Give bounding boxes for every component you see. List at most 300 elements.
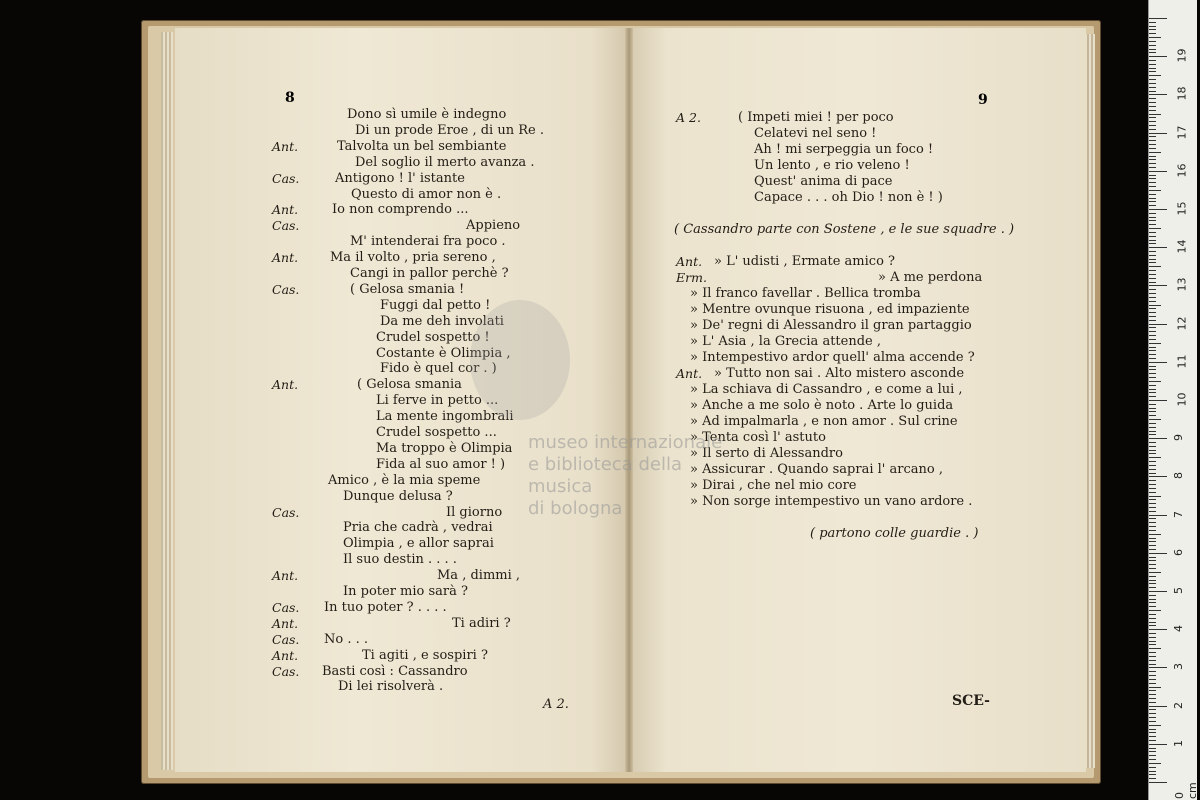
- ruler-label: 2: [1172, 701, 1185, 709]
- ruler-tick: [1149, 587, 1156, 588]
- ruler-tick: [1149, 343, 1161, 344]
- ruler-tick: [1149, 71, 1156, 72]
- ruler-tick: [1149, 522, 1156, 523]
- ruler-tick: [1149, 243, 1156, 244]
- right-page-number: 9: [978, 92, 988, 108]
- verse-line: Basti così : Cassandro: [322, 663, 468, 679]
- ruler-tick: [1149, 68, 1156, 69]
- verse-line: Costante è Olimpia ,: [376, 345, 511, 361]
- ruler-tick: [1149, 297, 1156, 298]
- ruler-tick: [1149, 740, 1156, 741]
- ruler-tick: [1149, 656, 1156, 657]
- ruler-tick: [1149, 240, 1156, 241]
- verse-line: » Anche a me solo è noto . Arte lo guida: [690, 398, 954, 413]
- right-fore-edge: [1085, 34, 1095, 768]
- ruler-tick: [1149, 667, 1167, 668]
- verse-line: Del soglio il merto avanza .: [355, 154, 535, 170]
- verse-line: Il suo destin . . . .: [343, 552, 457, 568]
- verse-line: Cangi in pallor perchè ?: [350, 266, 509, 281]
- ruler-label: 14: [1175, 239, 1189, 254]
- speaker-label: Ant.: [272, 647, 299, 663]
- ruler-tick: [1149, 545, 1156, 546]
- verse-line: Da me deh involati: [380, 313, 504, 329]
- verse-line: M' intenderai fra poco .: [350, 234, 506, 250]
- ruler-tick: [1149, 694, 1156, 695]
- speaker-label: Erm.: [676, 270, 707, 285]
- verse-line: Questo di amor non è .: [351, 186, 502, 202]
- ruler-tick: [1149, 557, 1156, 558]
- verse-line: No . . .: [324, 631, 368, 647]
- ruler-tick: [1149, 698, 1156, 699]
- ruler-tick: [1149, 526, 1156, 527]
- ruler-tick: [1149, 480, 1156, 481]
- ruler-tick: [1149, 476, 1167, 477]
- ruler-tick: [1149, 308, 1156, 309]
- ruler-tick: [1149, 438, 1167, 439]
- ruler-tick: [1149, 541, 1156, 542]
- ruler-label: 15: [1175, 201, 1189, 216]
- verse-line: Antigono ! l' istante: [335, 170, 465, 186]
- ruler-tick: [1149, 702, 1156, 703]
- speaker-label: Ant.: [272, 568, 299, 584]
- ruler-tick: [1149, 37, 1161, 38]
- ruler-tick: [1149, 45, 1156, 46]
- verse-line: » Tutto non sai . Alto mistero asconde: [714, 366, 965, 381]
- ruler-tick: [1149, 515, 1167, 516]
- ruler-tick: [1149, 518, 1156, 519]
- speaker-label: Cas.: [272, 218, 300, 234]
- verse-line: » Non sorge intempestivo un vano ardore .: [690, 494, 973, 509]
- verse-line: » L' Asia , la Grecia attende ,: [690, 334, 881, 349]
- ruler-tick: [1149, 270, 1156, 271]
- speaker-label: Cas.: [272, 281, 300, 297]
- ruler-tick: [1149, 232, 1156, 233]
- watermark-line-2: e biblioteca della musica: [528, 454, 682, 497]
- ruler-tick: [1149, 499, 1156, 500]
- verse-line: Fido è quel cor . ): [380, 361, 497, 377]
- ruler-label: 13: [1175, 277, 1189, 292]
- ruler-tick: [1149, 690, 1156, 691]
- speaker-label: A 2.: [676, 110, 701, 125]
- ruler-tick: [1149, 492, 1156, 493]
- ruler-tick: [1149, 457, 1161, 458]
- verse-line: » Ad impalmarla , e non amor . Sul crine: [690, 414, 958, 429]
- speaker-label: Ant.: [272, 377, 299, 393]
- ruler-tick: [1149, 156, 1156, 157]
- ruler-tick: [1149, 41, 1156, 42]
- verse-line: In tuo poter ? . . . .: [324, 599, 447, 615]
- ruler-tick: [1149, 106, 1156, 107]
- verse-line: » Il franco favellar . Bellica tromba: [690, 286, 921, 301]
- verse-line: Ma il volto , pria sereno ,: [330, 250, 496, 266]
- ruler-label: 16: [1175, 163, 1189, 178]
- ruler-tick: [1149, 56, 1167, 57]
- ruler-tick: [1149, 125, 1156, 126]
- ruler-tick: [1149, 450, 1156, 451]
- verse-line: Ma troppo è Olimpia: [376, 440, 513, 456]
- ruler-tick: [1149, 507, 1156, 508]
- ruler-tick: [1149, 274, 1156, 275]
- left-fore-edge: [161, 32, 173, 770]
- ruler-tick: [1149, 637, 1156, 638]
- ruler-tick: [1149, 560, 1156, 561]
- verse-line: Pria che cadrà , vedrai: [343, 520, 493, 536]
- ruler-label: 19: [1175, 48, 1189, 63]
- speaker-label: Ant.: [272, 138, 299, 154]
- ruler-tick: [1149, 190, 1161, 191]
- ruler-tick: [1149, 331, 1156, 332]
- ruler-tick: [1149, 717, 1156, 718]
- ruler-tick: [1149, 152, 1161, 153]
- ruler-tick: [1149, 320, 1156, 321]
- verse-line: » A me perdona: [878, 270, 983, 285]
- ruler-tick: [1149, 687, 1161, 688]
- ruler-tick: [1149, 641, 1156, 642]
- ruler-tick: [1149, 213, 1156, 214]
- ruler-tick: [1149, 220, 1156, 221]
- ruler-tick: [1149, 713, 1156, 714]
- ruler-tick: [1149, 324, 1167, 325]
- verse-line: ( Gelosa smania: [357, 377, 462, 393]
- ruler-tick: [1149, 339, 1156, 340]
- ruler-label: 18: [1175, 86, 1189, 101]
- ruler-tick: [1149, 64, 1156, 65]
- ruler-tick: [1149, 347, 1156, 348]
- verse-line: Capace . . . oh Dio ! non è ! ): [754, 190, 943, 205]
- speaker-label: Cas.: [272, 599, 300, 615]
- ruler-tick: [1149, 354, 1156, 355]
- ruler-tick: [1149, 385, 1156, 386]
- speaker-label: Cas.: [272, 663, 300, 679]
- ruler-tick: [1149, 706, 1167, 707]
- ruler-tick: [1149, 389, 1156, 390]
- ruler-label: 4: [1172, 625, 1185, 633]
- ruler-tick: [1149, 366, 1156, 367]
- speaker-label: Cas.: [272, 631, 300, 647]
- ruler-tick: [1149, 87, 1156, 88]
- ruler-tick: [1149, 209, 1167, 210]
- ruler-tick: [1149, 236, 1156, 237]
- verse-line: La mente ingombrali: [376, 409, 514, 425]
- speaker-label: Ant.: [272, 202, 299, 218]
- ruler-tick: [1149, 553, 1167, 554]
- verse-line: Fida al suo amor ! ): [376, 456, 506, 472]
- ruler-tick: [1149, 163, 1156, 164]
- ruler-tick: [1149, 763, 1161, 764]
- ruler-tick: [1149, 755, 1156, 756]
- ruler-tick: [1149, 110, 1156, 111]
- ruler-tick: [1149, 228, 1161, 229]
- ruler-tick: [1149, 671, 1156, 672]
- measurement-ruler: [1148, 0, 1197, 800]
- ruler-tick: [1149, 381, 1161, 382]
- ruler-tick: [1149, 29, 1156, 30]
- ruler-tick: [1149, 610, 1161, 611]
- ruler-tick: [1149, 282, 1156, 283]
- ruler-tick: [1149, 186, 1156, 187]
- ruler-tick: [1149, 511, 1156, 512]
- verse-line: Un lento , e rio veleno !: [754, 158, 910, 173]
- ruler-tick: [1149, 503, 1156, 504]
- ruler-tick: [1149, 369, 1156, 370]
- ruler-tick: [1149, 538, 1156, 539]
- verse-line: Ma , dimmi ,: [437, 568, 521, 584]
- ruler-tick: [1149, 576, 1156, 577]
- ruler-label: 5: [1172, 587, 1185, 594]
- ruler-tick: [1149, 171, 1167, 172]
- verse-line: » Tenta così l' astuto: [690, 430, 826, 445]
- speaker-label: Ant.: [676, 254, 703, 269]
- watermark-line-3: di bologna: [528, 498, 623, 519]
- ruler-tick: [1149, 140, 1156, 141]
- ruler-tick: [1149, 725, 1161, 726]
- ruler-tick: [1149, 469, 1156, 470]
- ruler-tick: [1149, 648, 1161, 649]
- speaker-label: Ant.: [676, 366, 703, 381]
- ruler-tick: [1149, 771, 1156, 772]
- ruler-tick: [1149, 129, 1156, 130]
- verse-line: » Il serto di Alessandro: [690, 446, 843, 461]
- left-page-number: 8: [285, 90, 295, 106]
- ruler-tick: [1149, 419, 1161, 420]
- ruler-tick: [1149, 159, 1156, 160]
- ruler-tick: [1149, 415, 1156, 416]
- ruler-tick: [1149, 94, 1167, 95]
- verse-line: » L' udisti , Ermate amico ?: [714, 254, 896, 269]
- ruler-tick: [1149, 591, 1167, 592]
- ruler-tick: [1149, 411, 1156, 412]
- ruler-tick: [1149, 759, 1156, 760]
- ruler-tick: [1149, 473, 1156, 474]
- ruler-tick: [1149, 744, 1167, 745]
- ruler-tick: [1149, 599, 1156, 600]
- ruler-tick: [1149, 136, 1156, 137]
- ruler-tick: [1149, 102, 1156, 103]
- ruler-tick: [1149, 285, 1167, 286]
- verse-line: Dono sì umile è indegno: [347, 107, 507, 122]
- book-gutter: [625, 28, 633, 772]
- ruler-tick: [1149, 167, 1156, 168]
- ruler-label: 8: [1172, 472, 1185, 480]
- ruler-tick: [1149, 549, 1156, 550]
- ruler-tick: [1149, 564, 1156, 565]
- ruler-label: 9: [1172, 434, 1185, 442]
- ruler-tick: [1149, 247, 1167, 248]
- verse-line: Appieno: [466, 218, 521, 234]
- verse-line: Il giorno: [446, 504, 503, 520]
- ruler-tick: [1149, 625, 1156, 626]
- ruler-tick: [1149, 18, 1167, 19]
- ruler-tick: [1149, 400, 1167, 401]
- ruler-tick: [1149, 427, 1156, 428]
- ruler-tick: [1149, 350, 1156, 351]
- ruler-tick: [1149, 133, 1167, 134]
- ruler-tick: [1149, 652, 1156, 653]
- verse-line: Talvolta un bel sembiante: [337, 138, 507, 154]
- ruler-tick: [1149, 732, 1156, 733]
- verse-line: Fuggi dal petto !: [380, 297, 491, 313]
- ruler-tick: [1149, 201, 1156, 202]
- ruler-tick: [1149, 121, 1156, 122]
- ruler-tick: [1149, 182, 1156, 183]
- ruler-tick: [1149, 629, 1167, 630]
- ruler-tick: [1149, 488, 1156, 489]
- verse-line: Crudel sospetto !: [376, 329, 490, 345]
- ruler-tick: [1149, 408, 1156, 409]
- verse-line: Amico , è la mia speme: [328, 472, 481, 488]
- verse-line: » Assicurar . Quando saprai l' arcano ,: [690, 462, 943, 477]
- ruler-tick: [1149, 721, 1156, 722]
- verse-line: » Intempestivo ardor quell' alma accende ?: [690, 350, 975, 365]
- ruler-tick: [1149, 52, 1156, 53]
- verse-line: Quest' anima di pace: [754, 174, 893, 189]
- ruler-tick: [1149, 98, 1156, 99]
- ruler-tick: [1149, 49, 1156, 50]
- ruler-tick: [1149, 453, 1156, 454]
- ruler-label: 11: [1175, 354, 1189, 369]
- ruler-tick: [1149, 683, 1156, 684]
- watermark-logo: [470, 300, 570, 420]
- verse-line: ( partono colle guardie . ): [810, 526, 979, 541]
- speaker-label: Cas.: [272, 170, 300, 186]
- ruler-tick: [1149, 602, 1156, 603]
- ruler-tick: [1149, 83, 1156, 84]
- ruler-tick: [1149, 117, 1156, 118]
- ruler-tick: [1149, 774, 1156, 775]
- verse-line: Di un prode Eroe , di un Re .: [355, 122, 544, 138]
- ruler-tick: [1149, 644, 1156, 645]
- ruler-tick: [1149, 358, 1156, 359]
- ruler-tick: [1149, 79, 1156, 80]
- verse-line: Crudel sospetto ...: [376, 425, 497, 440]
- ruler-tick: [1149, 224, 1156, 225]
- ruler-tick: [1149, 396, 1156, 397]
- ruler-tick: [1149, 496, 1161, 497]
- ruler-tick: [1149, 22, 1156, 23]
- verse-line: ( Gelosa smania !: [350, 281, 465, 297]
- ruler-tick: [1149, 534, 1161, 535]
- verse-line: » Dirai , che nel mio core: [690, 478, 857, 493]
- ruler-tick: [1149, 660, 1156, 661]
- ruler-tick: [1149, 205, 1156, 206]
- left-catchword: A 2.: [543, 697, 569, 712]
- verse-line: » La schiava di Cassandro , e come a lui ,: [690, 382, 963, 397]
- ruler-tick: [1149, 335, 1156, 336]
- verse-line: Di lei risolverà .: [338, 679, 444, 695]
- ruler-tick: [1149, 266, 1161, 267]
- ruler-tick: [1149, 595, 1156, 596]
- ruler-tick: [1149, 778, 1156, 779]
- ruler-tick: [1149, 327, 1156, 328]
- ruler-tick: [1149, 431, 1156, 432]
- library-watermark: [528, 432, 738, 520]
- ruler-tick: [1149, 736, 1156, 737]
- ruler-tick: [1149, 278, 1156, 279]
- ruler-tick: [1149, 434, 1156, 435]
- ruler-tick: [1149, 583, 1156, 584]
- ruler-tick: [1149, 144, 1156, 145]
- ruler-tick: [1149, 289, 1156, 290]
- ruler-tick: [1149, 301, 1156, 302]
- ruler-tick: [1149, 114, 1161, 115]
- ruler-tick: [1149, 178, 1156, 179]
- watermark-line-1: museo internazionale: [528, 432, 723, 453]
- speaker-label: Ant.: [272, 250, 299, 266]
- speaker-label: Ant.: [272, 615, 299, 631]
- ruler-tick: [1149, 377, 1156, 378]
- ruler-tick: [1149, 404, 1156, 405]
- ruler-tick: [1149, 664, 1156, 665]
- verse-line: In poter mio sarà ?: [343, 584, 468, 599]
- ruler-label: 6: [1172, 548, 1185, 556]
- ruler-tick: [1149, 423, 1156, 424]
- ruler-tick: [1149, 26, 1156, 27]
- ruler-tick: [1149, 614, 1156, 615]
- ruler-tick: [1149, 175, 1156, 176]
- ruler-tick: [1149, 148, 1156, 149]
- ruler-tick: [1149, 633, 1156, 634]
- verse-line: Ti adiri ?: [452, 615, 511, 631]
- ruler-tick: [1149, 675, 1156, 676]
- ruler-label: 1: [1172, 739, 1185, 747]
- ruler-tick: [1149, 465, 1156, 466]
- ruler-tick: [1149, 373, 1156, 374]
- ruler-tick: [1149, 262, 1156, 263]
- right-catchword: SCE-: [952, 693, 990, 709]
- verse-line: Dunque delusa ?: [343, 488, 453, 504]
- ruler-tick: [1149, 530, 1156, 531]
- ruler-tick: [1149, 748, 1156, 749]
- ruler-label: 3: [1172, 663, 1185, 671]
- ruler-label: 10: [1175, 392, 1189, 407]
- ruler-tick: [1149, 33, 1156, 34]
- ruler-tick: [1149, 251, 1156, 252]
- ruler-tick: [1149, 255, 1156, 256]
- ruler-tick: [1149, 782, 1167, 783]
- ruler-tick: [1149, 484, 1156, 485]
- ruler-label: 12: [1175, 316, 1189, 331]
- ruler-tick: [1149, 606, 1156, 607]
- ruler-label: 7: [1172, 510, 1185, 518]
- ruler-tick: [1149, 91, 1156, 92]
- ruler-tick: [1149, 305, 1161, 306]
- ruler-tick: [1149, 580, 1156, 581]
- verse-line: ( Impeti miei ! per poco: [738, 110, 894, 125]
- ruler-label: 0 cm: [1173, 782, 1199, 799]
- ruler-tick: [1149, 568, 1156, 569]
- ruler-tick: [1149, 316, 1156, 317]
- verse-line: » De' regni di Alessandro il gran partaggio: [690, 318, 972, 333]
- ruler-tick: [1149, 679, 1156, 680]
- ruler-tick: [1149, 60, 1156, 61]
- verse-line: » Mentre ovunque risuona , ed impaziente: [690, 302, 970, 317]
- ruler-tick: [1149, 618, 1156, 619]
- ruler-label: 17: [1175, 125, 1189, 140]
- ruler-tick: [1149, 446, 1156, 447]
- ruler-tick: [1149, 442, 1156, 443]
- verse-line: Ti agiti , e sospiri ?: [362, 647, 488, 663]
- ruler-tick: [1149, 362, 1167, 363]
- ruler-tick: [1149, 729, 1156, 730]
- ruler-tick: [1149, 622, 1156, 623]
- ruler-tick: [1149, 751, 1156, 752]
- ruler-tick: [1149, 194, 1156, 195]
- ruler-tick: [1149, 767, 1156, 768]
- ruler-tick: [1149, 75, 1161, 76]
- verse-line: Celatevi nel seno !: [754, 126, 877, 141]
- ruler-tick: [1149, 461, 1156, 462]
- verse-line: Olimpia , e allor saprai: [343, 536, 494, 552]
